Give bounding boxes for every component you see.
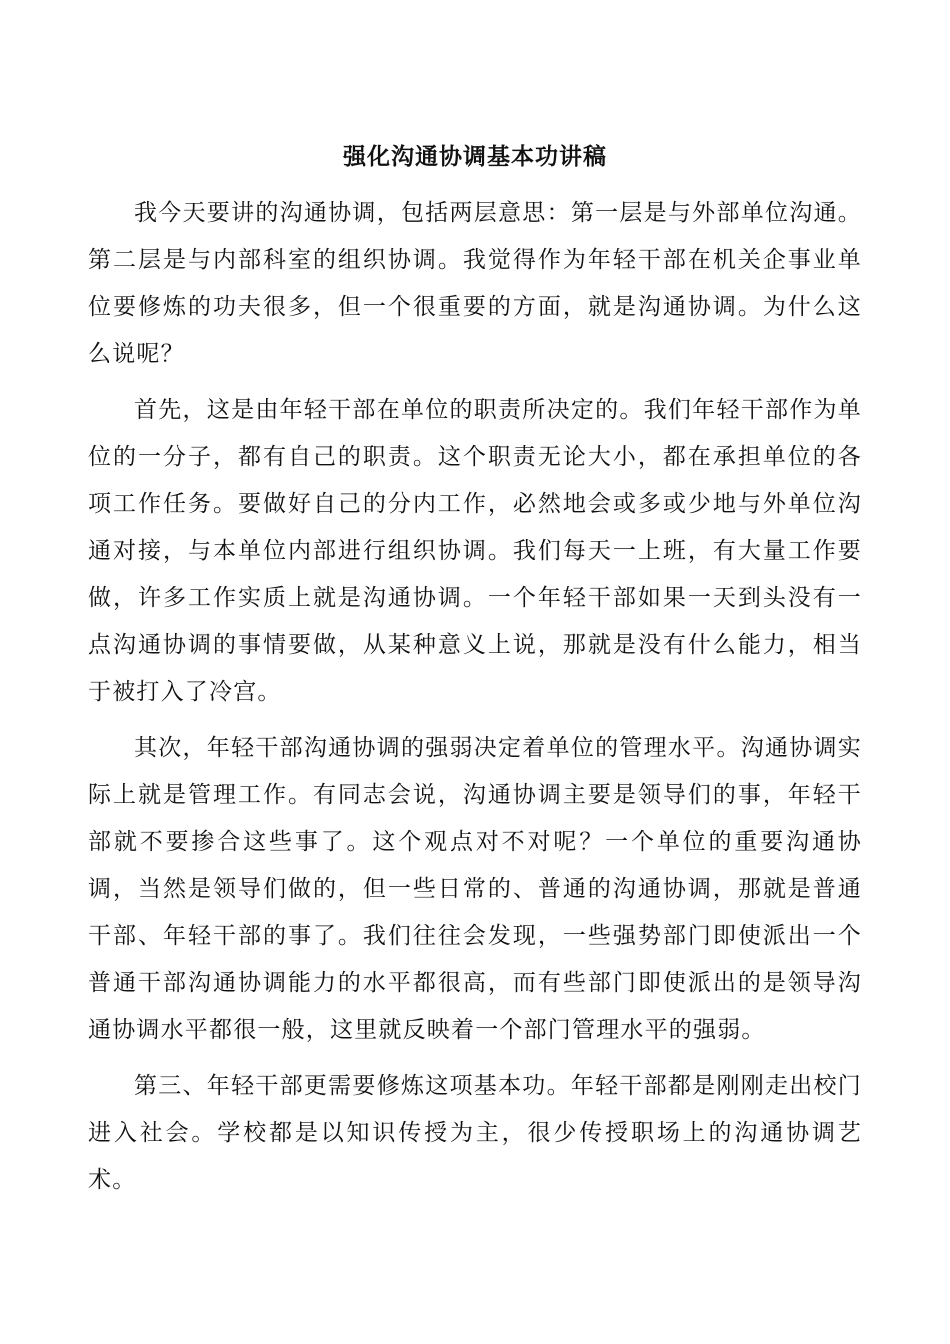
document-title: 强化沟通协调基本功讲稿 <box>343 144 607 170</box>
paragraph-3: 其次，年轻干部沟通协调的强弱决定着单位的管理水平。沟通协调实际上就是管理工作。有同志会说，沟通协调主要是领导们的事，年轻干部就不要掺合这些事了。这个观点对不对呢？一个单位的重要沟通协调，当然是领导们做的，但一些日常的、普通的沟通协调，那就是普通干部、年轻干部的事了。我们往往会发现，一些强势部门即使派出一个普通干部沟通协调能力的水平都很高，而有些部门即使派出的是领导沟通协调水平都很一般，这里就反映着一个部门管理水平的强弱。 <box>88 735 862 1043</box>
document-body <box>88 190 862 1213</box>
paragraph-2: 首先，这是由年轻干部在单位的职责所决定的。我们年轻干部作为单位的一分子，都有自己的职责。这个职责无论大小，都在承担单位的各项工作任务。要做好自己的分内工作，必然地会或多或少地与外单位沟通对接，与本单位内部进行组织协调。我们每天一上班，有大量工作要做，许多工作实质上就是沟通协调。一个年轻干部如果一天到头没有一点沟通协调的事情要做，从某种意义上说，那就是没有什么能力，相当于被打入了冷宫。 <box>88 397 862 705</box>
paragraph-1: 我今天要讲的沟通协调，包括两层意思：第一层是与外部单位沟通。第二层是与内部科室的组织协调。我觉得作为年轻干部在机关企事业单位要修炼的功夫很多，但一个很重要的方面，就是沟通协调。为什么这么说呢？ <box>88 200 862 367</box>
paragraph-4: 第三、年轻干部更需要修炼这项基本功。年轻干部都是刚刚走出校门进入社会。学校都是以知识传授为主，很少传授职场上的沟通协调艺术。 <box>88 1073 862 1193</box>
